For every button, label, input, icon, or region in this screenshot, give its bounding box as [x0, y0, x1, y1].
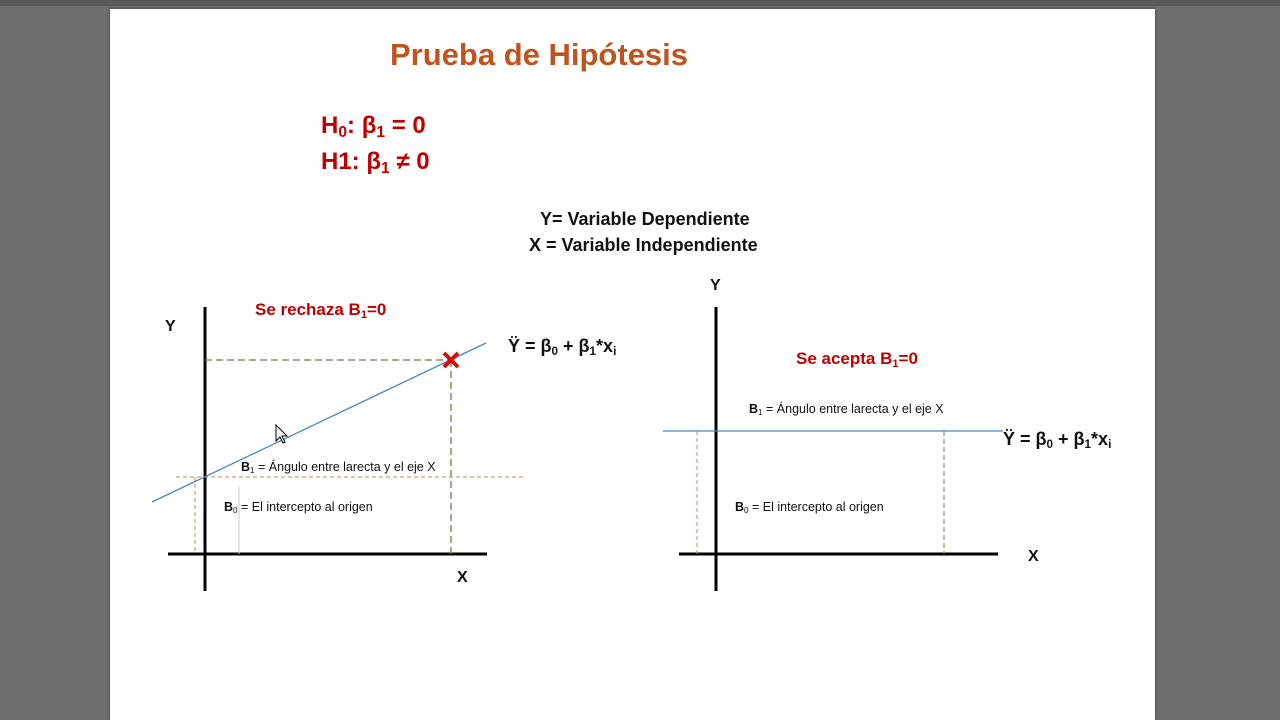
regression-diagrams [110, 9, 1155, 720]
slide-page [110, 9, 1155, 720]
right-y-axis-label: Y [710, 277, 721, 294]
right-b0-annotation: $B_0 = El$ intercepto al origen [735, 500, 884, 516]
slide-title: Prueba de Hipótesis [390, 37, 689, 72]
left-b1-annotation: $B_1$ = Ángulo entre larecta y el eje X [241, 460, 436, 476]
right-x-axis-label: X [1028, 548, 1039, 565]
accept-label: Se acepta $B_1=0$ [796, 349, 918, 370]
mouse-cursor-icon [276, 425, 287, 443]
window-top-bar [0, 0, 1280, 6]
left-regression-line [152, 343, 486, 502]
right-regression-equation: Ÿ = $\beta_0 + \beta_1*x_i$ [1003, 429, 1112, 451]
reject-label: Se rechaza $B_1=0$ [255, 300, 387, 321]
left-y-axis-label: Y [165, 318, 176, 335]
null-hypothesis: $H_0$: $\beta_1 = 0$ [321, 112, 426, 141]
left-regression-equation: Ÿ = $\beta_0 + \beta_1*x_i$ [508, 336, 617, 358]
dependent-variable-definition: Y= Variable Dependiente [540, 209, 750, 229]
independent-variable-definition: X = Variable Independiente [529, 235, 758, 255]
right-b1-annotation: $B_1$ = Ángulo entre larecta y el eje X [749, 402, 944, 418]
left-b0-annotation: $B_0 = El$ intercepto al origen [224, 500, 373, 516]
left-diagram [152, 307, 523, 591]
left-x-axis-label: X [457, 569, 468, 586]
alternative-hypothesis: H1: $\beta_1 \ne 0$ [321, 148, 430, 177]
